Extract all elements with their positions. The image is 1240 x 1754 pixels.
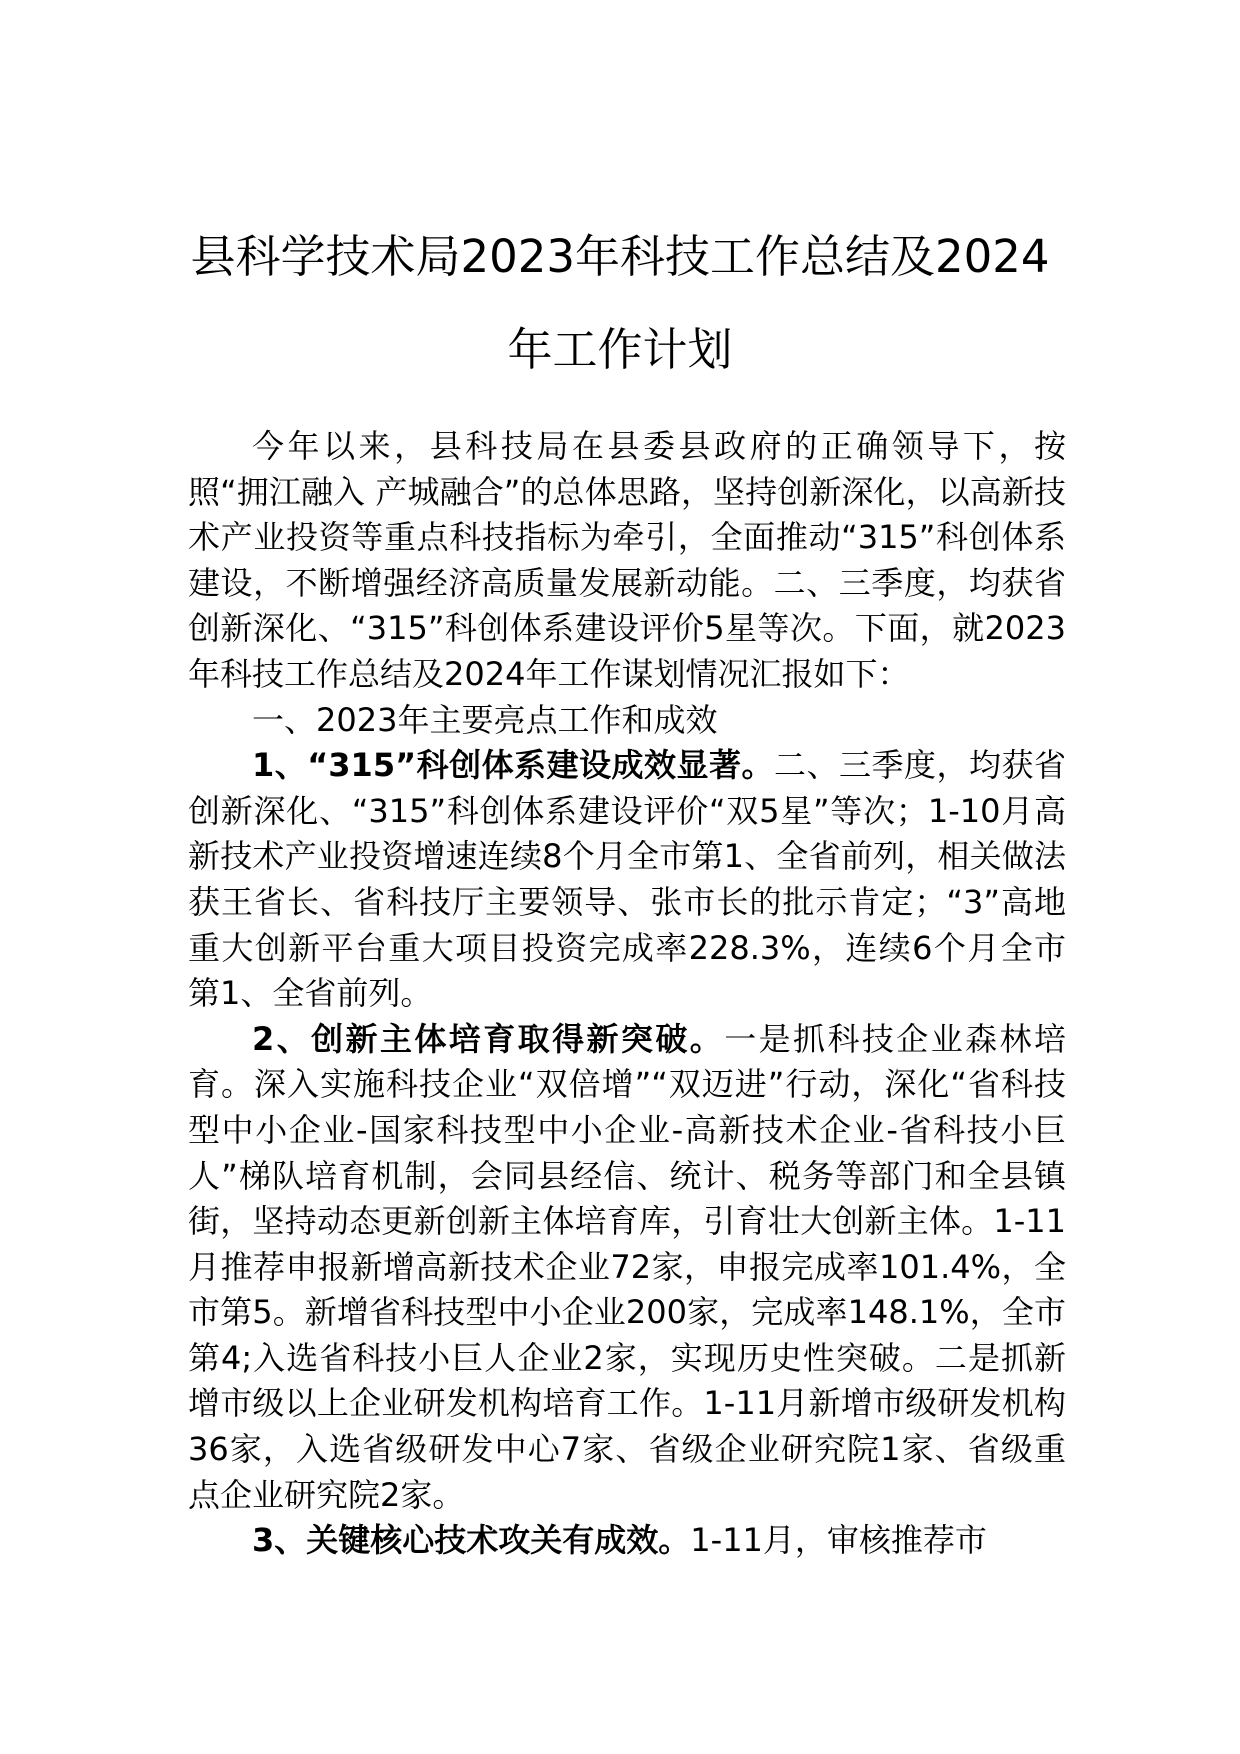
section-heading-1 [188,698,1066,744]
paragraph-text: 一是抓科技企业森林培育。深入实施科技企业“双倍增”“双迈进”行动，深化“省科技型中小企业-国家科技型中小企业-高新技术企业-省科技小巨人”梯队培育机制，会同县经信、统计、税务等部门和全县镇街，坚持动态更新创新主体培育库，引育壮大创新主体。1-11月推荐申报新增高新技术企业72家，申报完成率101.4%，全市第5。新增省科技型中小企业200家，完成率148.1%，全市第4;入选省科技小巨人企业2家，实现历史性突破。二是抓新增市级以上企业研发机构培育工作。1-11月新增市级研发机构36家，入选省级研发中心7家、省级企业研究院1家、省级重点企业研究院2家。 [188,1019,1066,1514]
paragraph-item-1 [188,743,1066,1017]
document-title [160,210,1080,396]
title-line-2: 年工作计划 [507,323,733,376]
paragraph-text: 1-11月，审核推荐市 [690,1521,987,1560]
section-heading-text: 一、2023年主要亮点工作和成效 [252,700,718,739]
document-body [188,424,1066,1564]
title-line-1: 县科学技术局2023年科技工作总结及2024 [190,230,1050,283]
paragraph-lead: 2、创新主体培育取得新突破。 [252,1019,725,1058]
paragraph-text: 今年以来，县科技局在县委县政府的正确领导下，按照“拥江融入 产城融合”的总体思路，坚持创新深化，以高新技术产业投资等重点科技指标为牵引，全面推动“315”科创体系建设，不断增强经济高质量发展新动能。二、三季度，均获省创新深化、“315”科创体系建设评价5星等次。下面，就2023年科技工作总结及2024年工作谋划情况汇报如下： [188,427,1066,693]
paragraph-intro [188,424,1066,698]
paragraph-lead: 1、“315”科创体系建设成效显著。 [252,746,775,785]
paragraph-item-3 [188,1518,1066,1564]
paragraph-text: 二、三季度，均获省创新深化、“315”科创体系建设评价“双5星”等次；1-10月高新技术产业投资增速连续8个月全市第1、全省前列，相关做法获王省长、省科技厅主要领导、张市长的批示肯定；“3”高地重大创新平台重大项目投资完成率228.3%，连续6个月全市第1、全省前列。 [188,746,1066,1013]
paragraph-lead: 3、关键核心技术攻关有成效。 [252,1521,691,1560]
paragraph-item-2 [188,1017,1066,1519]
